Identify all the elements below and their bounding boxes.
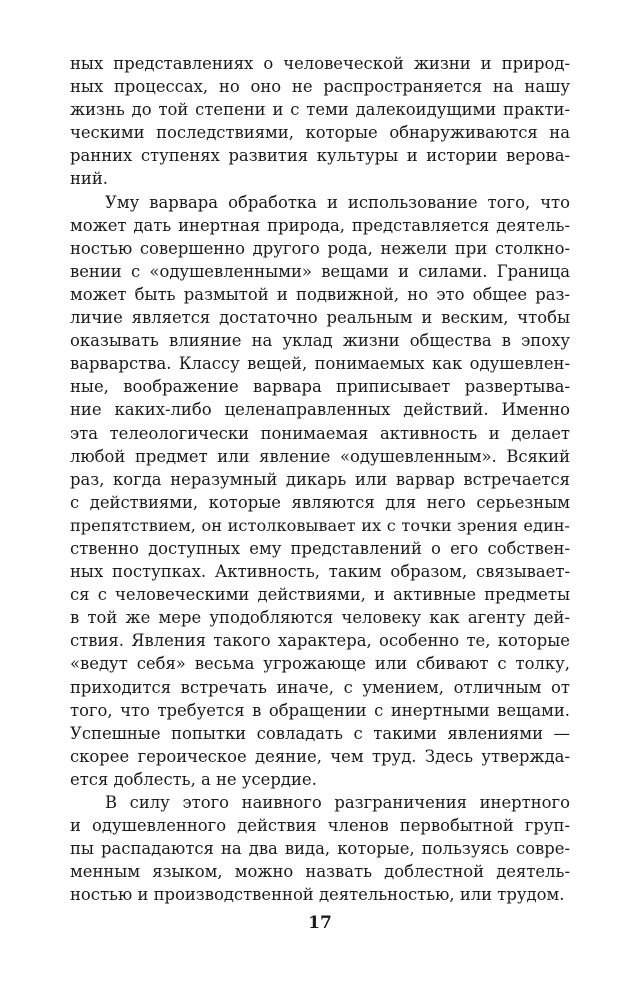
text-line: ний. bbox=[70, 169, 108, 189]
text-line: того, что требуется в обращении с инертными вещами. bbox=[70, 700, 570, 720]
text-line: и одушевленного действия членов первобытной груп- bbox=[70, 816, 570, 836]
body-text bbox=[70, 52, 570, 906]
text-line: ностью и производственной деятельностью, или трудом. bbox=[70, 885, 565, 905]
text-line: ние каких-либо целенаправленных действий. Именно bbox=[70, 400, 570, 420]
text-line: препятствием, он истолковывает их с точки зрения един- bbox=[70, 515, 570, 535]
text-line: ранних ступенях развития культуры и истории верова- bbox=[70, 146, 570, 166]
text-line: Уму варвара обработка и использование того, что bbox=[105, 192, 570, 212]
text-line: в той же мере уподобляются человеку как агенту дей- bbox=[70, 608, 570, 628]
text-line: скорее героическое деяние, чем труд. Здесь утвержда- bbox=[70, 746, 570, 766]
text-line: пы распадаются на два вида, которые, пользуясь совре- bbox=[70, 839, 570, 859]
text-line: варварства. Классу вещей, понимаемых как одушевлен- bbox=[70, 354, 570, 374]
paragraph bbox=[70, 791, 570, 906]
text-line: приходится встречать иначе, с умением, отличным от bbox=[70, 677, 570, 697]
text-line: ных представлениях о человеческой жизни и природ- bbox=[70, 54, 570, 73]
text-line: ностью совершенно другого рода, нежели при столкно- bbox=[70, 238, 570, 258]
text-line: жизнь до той степени и с теми далекоидущими практи- bbox=[70, 100, 570, 120]
text-line: ется доблесть, а не усердие. bbox=[70, 769, 317, 789]
text-line: ные, воображение варвара приписывает развертыва- bbox=[70, 377, 570, 397]
text-line: менным языком, можно назвать доблестной деятель- bbox=[70, 862, 570, 882]
text-line: ся с человеческими действиями, и активные предметы bbox=[70, 585, 570, 605]
text-line: ствия. Явления такого характера, особенно те, которые bbox=[70, 631, 570, 651]
text-line: Успешные попытки совладать с такими явлениями — bbox=[70, 723, 570, 743]
text-line: оказывать влияние на уклад жизни общества в эпоху bbox=[70, 331, 570, 351]
text-line: В силу этого наивного разграничения инертного bbox=[105, 793, 570, 812]
text-line: ческими последствиями, которые обнаруживаются на bbox=[70, 123, 570, 143]
text-line: эта телеологически понимаемая активность и делает bbox=[70, 423, 570, 443]
text-line: может быть размытой и подвижной, но это общее раз- bbox=[70, 284, 570, 304]
text-line: любой предмет или явление «одушевленным». Всякий bbox=[70, 446, 570, 466]
text-line: может дать инертная природа, представляется деятель- bbox=[70, 215, 570, 235]
paragraph bbox=[70, 191, 570, 791]
page-number: 17 bbox=[308, 913, 332, 933]
text-line: раз, когда неразумный дикарь или варвар встречается bbox=[70, 469, 570, 489]
text-line: с действиями, которые являются для него серьезным bbox=[70, 492, 570, 512]
text-line: вении с «одушевленными» вещами и силами. Граница bbox=[70, 261, 570, 281]
text-line: ных процессах, но оно не распространяется на нашу bbox=[70, 77, 570, 97]
paragraph bbox=[70, 52, 570, 191]
text-line: личие является достаточно реальным и веским, чтобы bbox=[70, 308, 570, 328]
text-line: ных поступках. Активность, таким образом, связывает- bbox=[70, 562, 570, 582]
text-line: «ведут себя» весьма угрожающе или сбивают с толку, bbox=[70, 654, 570, 674]
text-line: ственно доступных ему представлений о его собствен- bbox=[70, 538, 570, 558]
